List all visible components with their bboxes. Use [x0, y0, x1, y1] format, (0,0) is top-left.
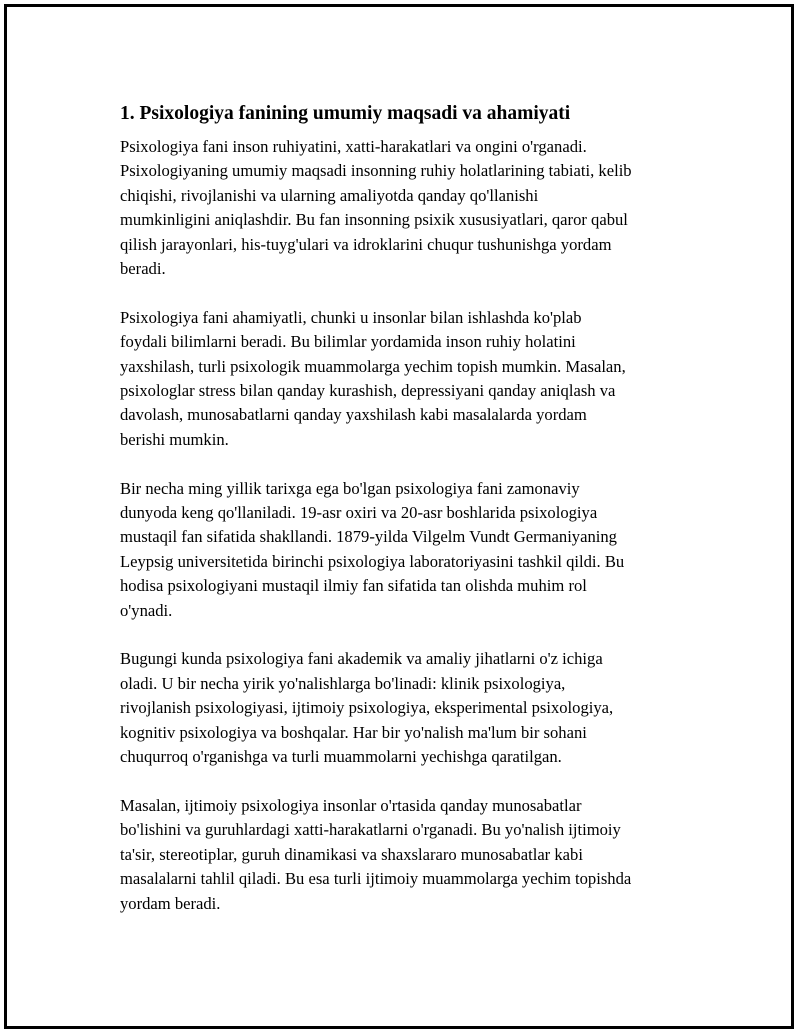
text-line: Bir necha ming yillik tarixga ega bo'lgan psixologiya fani zamonaviy — [120, 478, 580, 498]
text-line: foydali bilimlarni beradi. Bu bilimlar yordamida inson ruhiy holatini — [120, 332, 576, 352]
text-line: Bugungi kunda psixologiya fani akademik va amaliy jihatlarni o'z ichiga — [120, 649, 603, 669]
text-line: chuqurroq o'rganishga va turli muammolarni yechishga qaratilgan. — [120, 747, 562, 767]
text-line: dunyoda keng qo'llaniladi. 19-asr oxiri va 20-asr boshlarida psixologiya — [120, 503, 598, 523]
text-line: chiqishi, rivojlanishi va ularning amaliyotda qanday qo'llanishi — [120, 185, 539, 205]
text-line: mumkinligini aniqlashdir. Bu fan insonning psixik xususiyatlari, qaror qabul — [120, 210, 628, 230]
text-line: beradi. — [120, 259, 166, 279]
text-line: masalalarni tahlil qiladi. Bu esa turli ijtimoiy muammolarga yechim topishda — [120, 869, 632, 889]
text-line: yordam beradi. — [120, 893, 221, 913]
paragraph-1 — [120, 135, 700, 281]
text-line: Psixologiyaning umumiy maqsadi insonning ruhiy holatlarining tabiati, kelib — [120, 161, 632, 181]
text-line: kognitiv psixologiya va boshqalar. Har bir yo'nalish ma'lum bir sohani — [120, 722, 587, 742]
paragraph-3 — [120, 477, 700, 623]
text-line: Psixologiya fani ahamiyatli, chunki u insonlar bilan ishlashda ko'plab — [120, 307, 582, 327]
text-line: Masalan, ijtimoiy psixologiya insonlar o'rtasida qanday munosabatlar — [120, 795, 582, 815]
text-line: yaxshilash, turli psixologik muammolarga yechim topish mumkin. Masalan, — [120, 356, 626, 376]
text-line: oladi. U bir necha yirik yo'nalishlarga bo'linadi: klinik psixologiya, — [120, 673, 566, 693]
text-line: o'ynadi. — [120, 600, 173, 620]
document-content — [120, 101, 700, 940]
text-line: qilish jarayonlari, his-tuyg'ulari va idroklarini chuqur tushunishga yordam — [120, 234, 612, 254]
text-line: Psixologiya fani inson ruhiyatini, xatti-harakatlari va ongini o'rganadi. — [120, 137, 587, 156]
page-frame — [4, 4, 794, 1029]
paragraph-5 — [120, 794, 700, 916]
text-line: Leypsig universitetida birinchi psixologiya laboratoriyasini tashkil qildi. Bu — [120, 551, 625, 571]
section-heading: 1. Psixologiya fanining umumiy maqsadi va ahamiyati — [120, 103, 571, 124]
paragraph-4 — [120, 647, 700, 769]
text-line: rivojlanish psixologiyasi, ijtimoiy psixologiya, eksperimental psixologiya, — [120, 698, 614, 718]
text-line: hodisa psixologiyani mustaqil ilmiy fan sifatida tan olishda muhim rol — [120, 576, 587, 596]
text-line: davolash, munosabatlarni qanday yaxshilash kabi masalalarda yordam — [120, 405, 587, 425]
text-line: ta'sir, stereotiplar, guruh dinamikasi va shaxslararo munosabatlar kabi — [120, 844, 583, 864]
text-line: berishi mumkin. — [120, 429, 229, 449]
text-line: bo'lishini va guruhlardagi xatti-harakatlarni o'rganadi. Bu yo'nalish ijtimoiy — [120, 820, 621, 840]
paragraph-2 — [120, 306, 700, 452]
text-line: psixologlar stress bilan qanday kurashish, depressiyani qanday aniqlash va — [120, 381, 616, 401]
text-line: mustaqil fan sifatida shakllandi. 1879-yilda Vilgelm Vundt Germaniyaning — [120, 527, 617, 547]
